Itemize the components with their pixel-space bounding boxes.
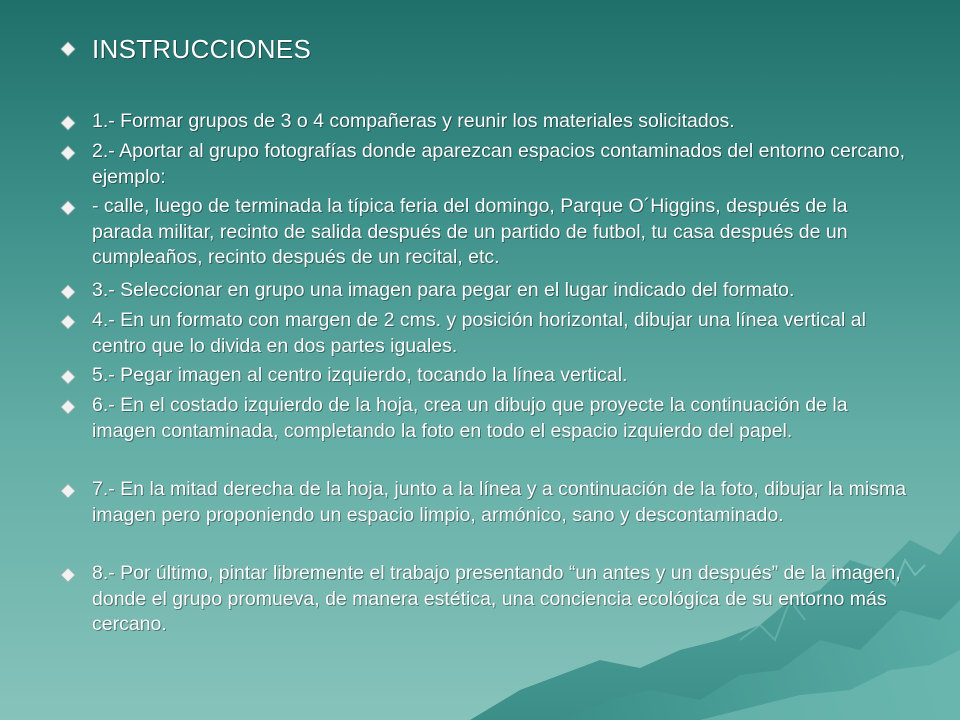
diamond-bullet-icon [60, 483, 76, 499]
diamond-bullet-icon [60, 115, 76, 131]
diamond-bullet-icon [60, 284, 76, 300]
instruction-item-5: 5.- Pegar imagen al centro izquierdo, tocando la línea vertical. [92, 364, 628, 386]
instruction-item-example: - calle, luego de terminada la típica feria del domingo, Parque O´Higgins, después de la parada militar, recinto de salida después de un partido de futbol, tu casa después de un cumpleaños, recinto después de un recital, etc. [92, 195, 848, 268]
slide-title: INSTRUCCIONES [92, 34, 312, 64]
diamond-bullet-icon [60, 369, 76, 385]
diamond-bullet-icon [60, 314, 76, 330]
instruction-item-7: 7.- En la mitad derecha de la hoja, junto a la línea y a continuación de la foto, dibujar la misma imagen pero proponiendo un espacio limpio, armónico, sano y descontaminado. [92, 478, 907, 526]
instruction-item-1: 1.- Formar grupos de 3 o 4 compañeras y reunir los materiales solicitados. [92, 110, 735, 132]
instruction-item-2: 2.- Aportar al grupo fotografías donde aparezcan espacios contaminados del entorno cercano, ejemplo: [92, 140, 906, 188]
instruction-item-3: 3.- Seleccionar en grupo una imagen para pegar en el lugar indicado del formato. [92, 279, 795, 301]
diamond-bullet-icon [60, 399, 76, 415]
instruction-item-6: 6.- En el costado izquierdo de la hoja, crea un dibujo que proyecte la continuación de la imagen contaminada, completando la foto en todo el espacio izquierdo del papel. [92, 394, 848, 442]
instruction-item-4: 4.- En un formato con margen de 2 cms. y posición horizontal, dibujar una línea vertical al centro que lo divida en dos partes iguales. [92, 309, 866, 357]
diamond-bullet-icon [60, 200, 76, 216]
instruction-item-8: 8.- Por último, pintar libremente el trabajo presentando “un antes y un después” de la imagen, donde el grupo promueva, de manera estética, una conciencia ecológica de su entorno más cercano. [92, 562, 901, 635]
diamond-bullet-icon [60, 567, 76, 583]
diamond-bullet-icon [60, 145, 76, 161]
diamond-bullet-icon [60, 41, 76, 57]
